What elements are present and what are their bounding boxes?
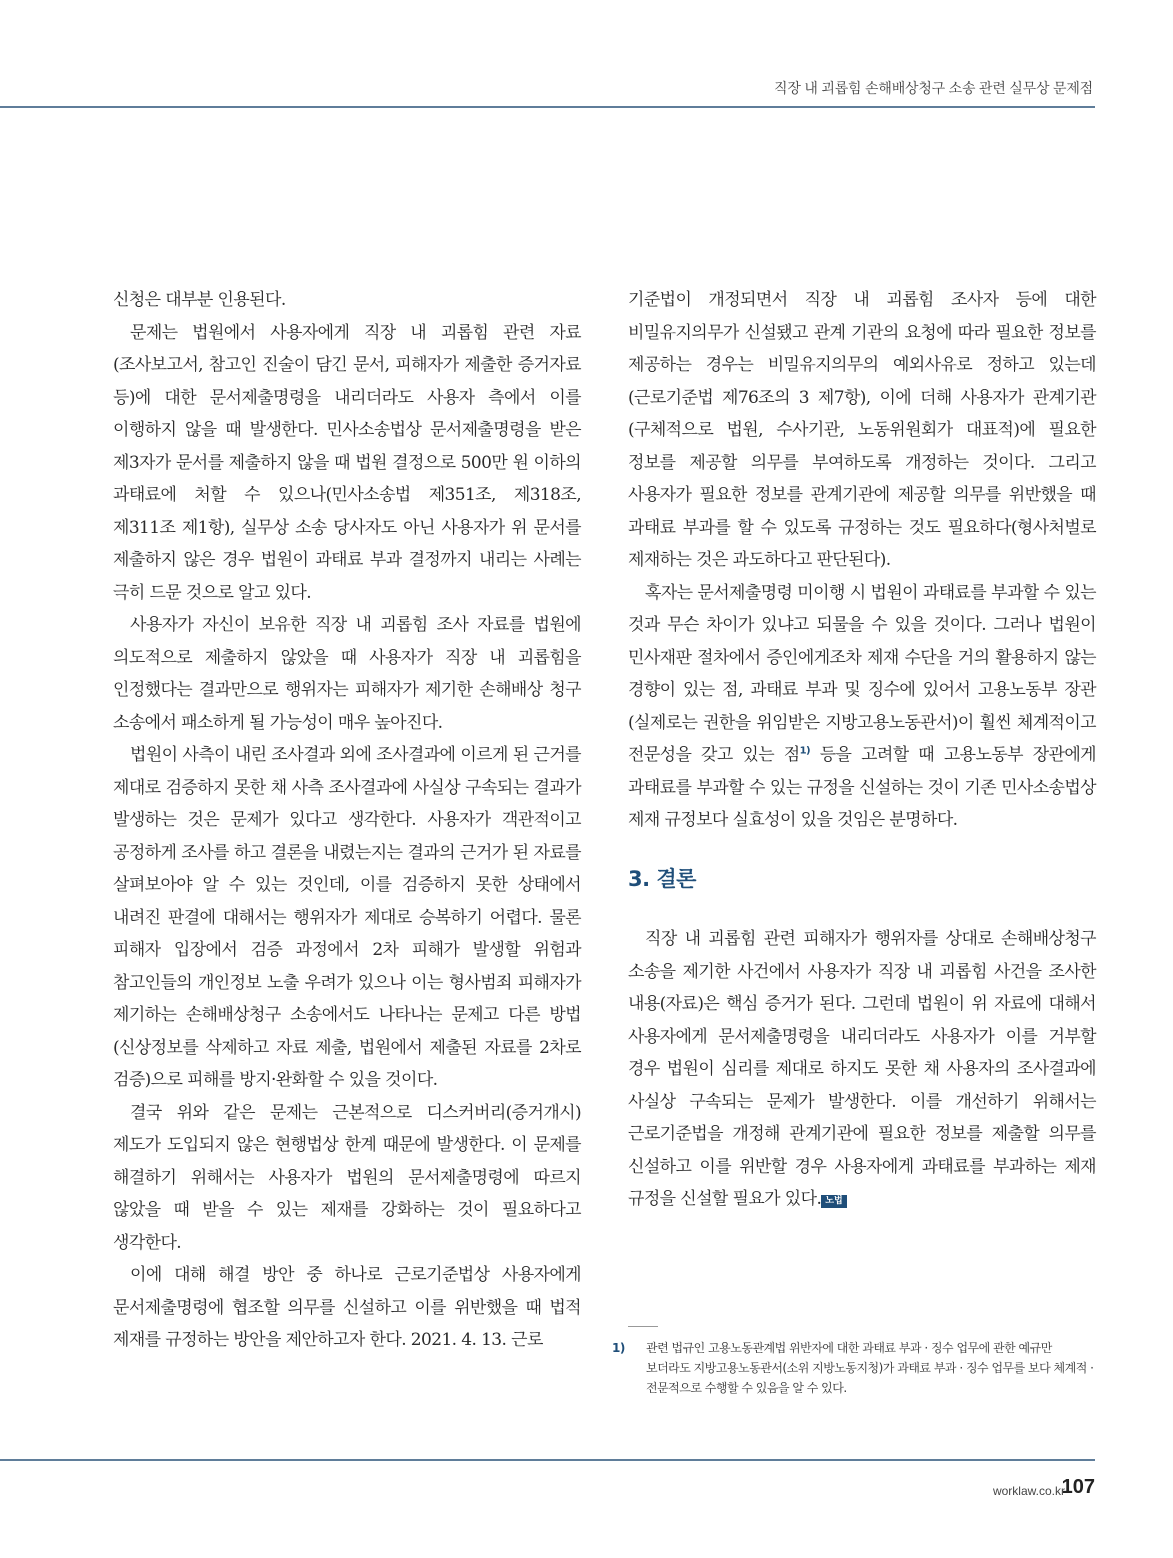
left-column [113, 284, 581, 1357]
body-paragraph-with-footnote [628, 577, 1096, 837]
paragraph-text: 등을 고려할 때 고용노동부 장관에게 과태료를 부과할 수 있는 규정을 신설하는 것이 기존 민사소송법상 제재 규정보다 실효성이 있을 것임은 분명하다. [628, 745, 1096, 830]
paragraph-text: 직장 내 괴롭힘 관련 피해자가 행위자를 상대로 손해배상청구 소송을 제기한 사건에서 사용자가 직장 내 괴롭힘 사건을 조사한 내용(자료)은 핵심 증거가 된다. 그런데 법원이 위 자료에 대해서 사용자에게 문서제출명령을 내리더라도 사용자가 이를 거부할 경우 법원이 심리를 제대로 하지도 못한 채 사용자의 조사결과에 사실상 구속되는 문제가 발생한다. 이를 개선하기 위해서는 근로기준법을 개정해 관계기관에 필요한 정보를 제출할 의무를 신설하고 이를 위반할 경우 사용자에게 과태료를 부과하는 제재 규정을 신설할 필요가 있다. [628, 929, 1096, 1209]
footnote-number: 1) [612, 1341, 625, 1355]
section-heading: 3. 결론 [628, 866, 696, 891]
footnote [612, 1338, 1096, 1398]
footnote-reference[interactable]: 1) [799, 745, 810, 757]
site-url[interactable]: worklaw.co.kr [992, 1484, 1065, 1498]
page-number: 107 [1061, 1476, 1095, 1498]
body-paragraph: 문제는 법원에서 사용자에게 직장 내 괴롭힘 관련 자료(조사보고서, 참고인 진술이 담긴 문서, 피해자가 제출한 증거자료 등)에 대한 문서제출명령을 내리더라도 사용자 측에서 이를 이행하지 않을 때 발생한다. 민사소송법상 문서제출명령을 받은 제3자가 문서를 제출하지 않을 때 법원 결정으로 500만 원 이하의 과태료에 처할 수 있으나(민사소송법 제351조, 제318조, 제311조 제1항), 실무상 소송 당사자도 아닌 사용자가 위 문서를 제출하지 않은 경우 법원이 과태료 부과 결정까지 내리는 사례는 극히 드문 것으로 알고 있다. [113, 322, 581, 603]
end-mark-badge: 노법 [821, 1195, 846, 1208]
footnote-divider [628, 1326, 658, 1327]
body-paragraph: 사용자가 자신이 보유한 직장 내 괴롭힘 조사 자료를 법원에 의도적으로 제출하지 않았을 때 사용자가 직장 내 괴롭힘을 인정했다는 결과만으로 행위자는 피해자가 제기한 손해배상 청구 소송에서 패소하게 될 가능성이 매우 높아진다. [113, 615, 581, 733]
conclusion-paragraph [628, 923, 1096, 1216]
paragraph-text: 혹자는 문서제출명령 미이행 시 법원이 과태료를 부과할 수 있는 것과 무슨 차이가 있냐고 되물을 수 있을 것이다. 그러나 법원이 민사재판 절차에서 증인에게조차 제재 수단을 거의 활용하지 않는 경향이 있는 점, 과태료 부과 및 징수에 있어서 고용노동부 장관(실제로는 권한을 위임받은 지방고용노동관서)이 훨씬 체계적이고 전문성을 갖고 있는 점 [628, 582, 1096, 765]
body-paragraph: 법원이 사측이 내린 조사결과 외에 조사결과에 이르게 된 근거를 제대로 검증하지 못한 채 사측 조사결과에 사실상 구속되는 결과가 발생하는 것은 문제가 있다고 생각한다. 사용자가 객관적이고 공정하게 조사를 하고 결론을 내렸는지는 결과의 근거가 된 자료를 살펴보아야 알 수 있는 것인데, 이를 검증하지 못한 상태에서 내려진 판결에 대해서는 행위자가 제대로 승복하기 어렵다. 물론 피해자 입장에서 검증 과정에서 2차 피해가 발생할 위험과 참고인들의 개인정보 노출 우려가 있으나 이는 형사범죄 피해자가 제기하는 손해배상청구 소송에서도 나타나는 문제고 다른 방법(신상정보를 삭제하고 자료 제출, 법원에서 제출된 자료를 2차로 검증)으로 피해를 방지·완화할 수 있을 것이다. [113, 745, 581, 1090]
body-paragraph: 신청은 대부분 인용된다. [113, 290, 286, 310]
header-rule [0, 106, 1095, 108]
footnote-text: 관련 법규인 고용노동관계법 위반자에 대한 과태료 부과 · 징수 업무에 관한 예규만 보더라도 지방고용노동관서(소위 지방노동지청)가 과태료 부과 · 징수 업무를 보다 체계적 · 전문적으로 수행할 수 있음을 알 수 있다. [646, 1341, 1094, 1395]
running-header-title: 직장 내 괴롭힘 손해배상청구 소송 관련 실무상 문제점 [774, 80, 1093, 96]
body-paragraph: 이에 대해 해결 방안 중 하나로 근로기준법상 사용자에게 문서제출명령에 협조할 의무를 신설하고 이를 위반했을 때 법적 제재를 규정하는 방안을 제안하고자 한다. 2021. 4. 13. 근로 [113, 1265, 581, 1350]
body-paragraph: 결국 위와 같은 문제는 근본적으로 디스커버리(증거개시) 제도가 도입되지 않은 현행법상 한계 때문에 발생한다. 이 문제를 해결하기 위해서는 사용자가 법원의 문서제출명령에 따르지 않았을 때 받을 수 있는 제재를 강화하는 것이 필요하다고 생각한다. [113, 1102, 581, 1253]
footer-rule [0, 1459, 1095, 1461]
body-paragraph: 기준법이 개정되면서 직장 내 괴롭힘 조사자 등에 대한 비밀유지의무가 신설됐고 관계 기관의 요청에 따라 필요한 정보를 제공하는 경우는 비밀유지의무의 예외사유로 정하고 있는데(근로기준법 제76조의 3 제7항), 이에 더해 사용자가 관계기관(구체적으로 법원, 수사기관, 노동위원회가 대표적)에 필요한 정보를 제공할 의무를 부여하도록 개정하는 것이다. 그리고 사용자가 필요한 정보를 관계기관에 제공할 의무를 위반했을 때 과태료 부과를 할 수 있도록 규정하는 것도 필요하다(형사처벌로 제재하는 것은 과도하다고 판단된다). [628, 290, 1096, 570]
right-column [628, 284, 1096, 1216]
